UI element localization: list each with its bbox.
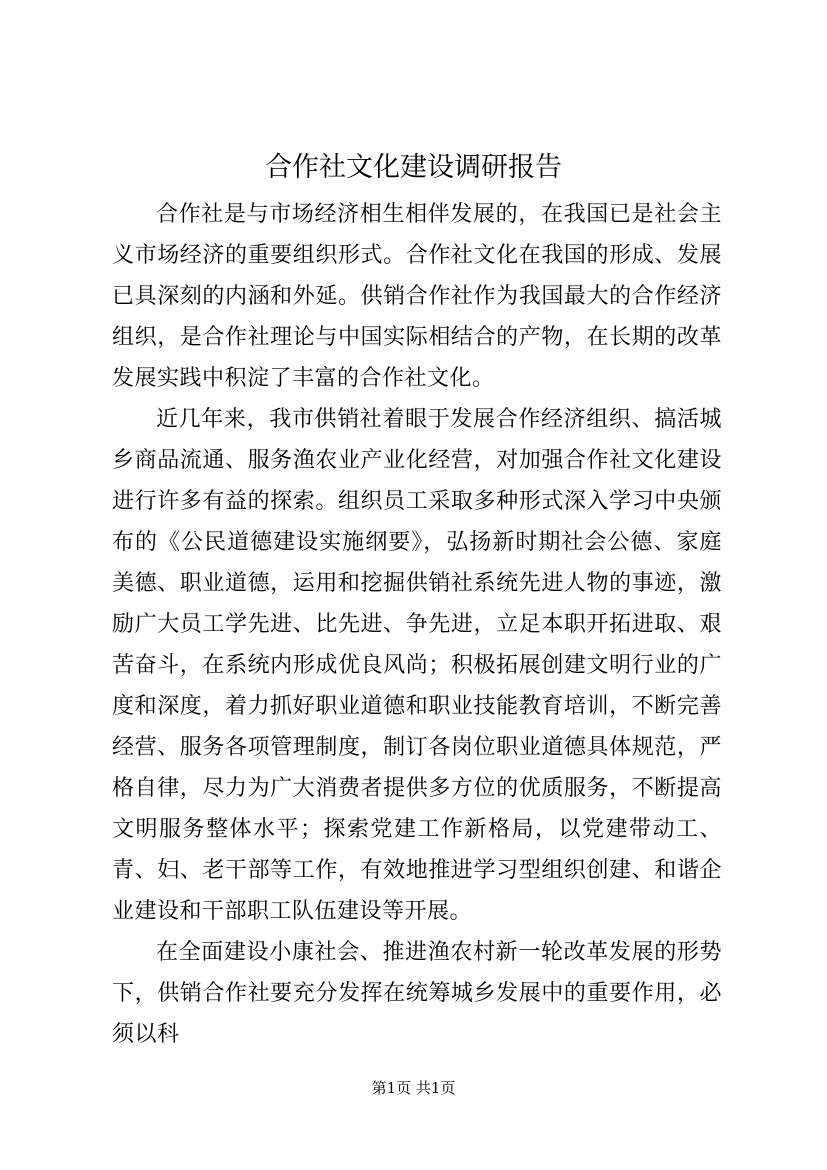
- document-title: 合作社文化建设调研报告: [265, 152, 562, 183]
- paragraph: 在全面建设小康社会、推进渔农村新一轮改革发展的形势下，供销合作社要充分发挥在统筹城乡发展中的重要作用，必须以科: [112, 940, 722, 1047]
- page-footer: 第1页 共1页: [371, 1079, 456, 1097]
- paragraph: 近几年来，我市供销社着眼于发展合作经济组织、搞活城乡商品流通、服务渔农业产业化经营，对加强合作社文化建设进行许多有益的探索。组织员工采取多种形式深入学习中央颁布的《公民道德建设实施纲要》，弘扬新时期社会公德、家庭美德、职业道德，运用和挖掘供销社系统先进人物的事迹，激励广大员工学先进、比先进、争先进，立足本职开拓进取、艰苦奋斗，在系统内形成优良风尚；积极拓展创建文明行业的广度和深度，着力抓好职业道德和职业技能教育培训，不断完善经营、服务各项管理制度，制订各岗位职业道德具体规范，严格自律，尽力为广大消费者提供多方位的优质服务，不断提高文明服务整体水平；探索党建工作新格局，以党建带动工、青、妇、老干部等工作，有效地推进学习型组织创建、和谐企业建设和干部职工队伍建设等开展。: [112, 407, 722, 924]
- document-body: [112, 194, 722, 1055]
- paragraph: 合作社是与市场经济相生相伴发展的，在我国已是社会主义市场经济的重要组织形式。合作社文化在我国的形成、发展已具深刻的内涵和外延。供销合作社作为我国最大的合作经济组织，是合作社理论与中国实际相结合的产物，在长期的改革发展实践中积淀了丰富的合作社文化。: [112, 202, 722, 391]
